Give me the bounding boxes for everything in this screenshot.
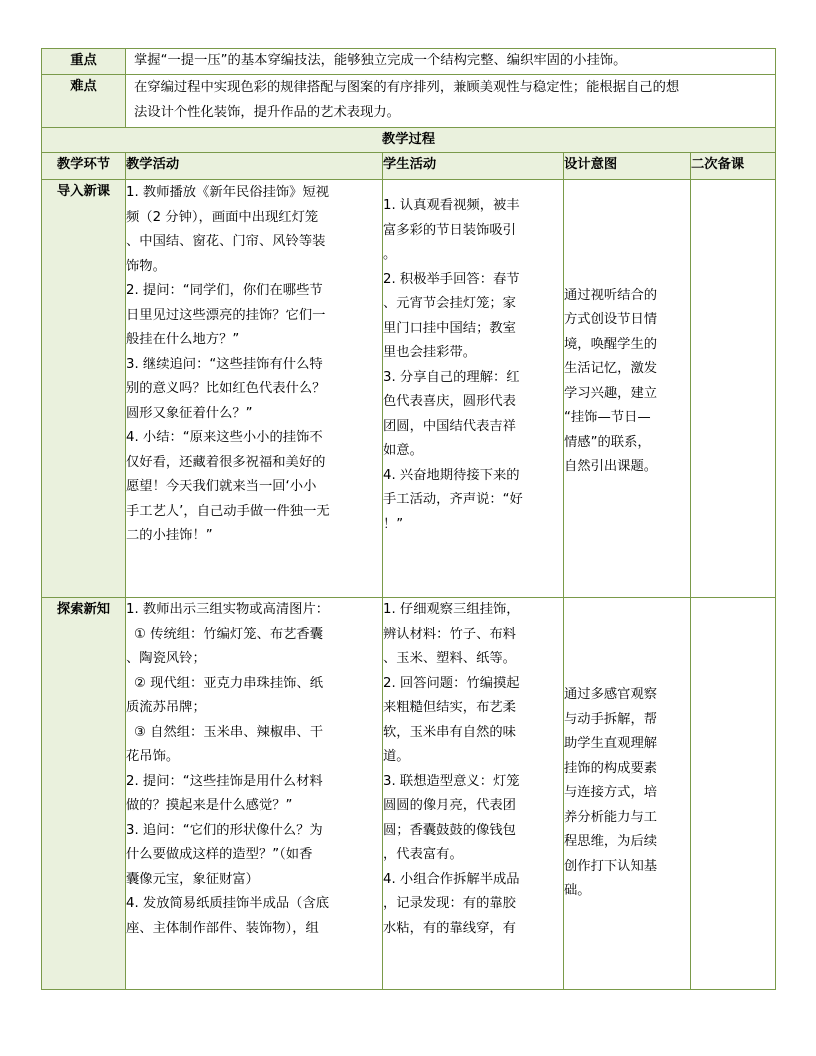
- intent-line: 助学生直观理解: [564, 736, 658, 752]
- revision-explore[interactable]: [691, 598, 776, 990]
- intent-line: 与连接方式，培: [564, 785, 658, 801]
- teacher-line: 3. 继续追问：“这些挂饰有什么特: [126, 356, 323, 372]
- col-header-teacher: 教学活动: [126, 153, 383, 180]
- student-line: 2. 积极举手回答：春节: [383, 271, 520, 287]
- intent-line: “挂饰—节日—: [564, 410, 651, 425]
- student-line: 里也会挂彩带。: [383, 345, 477, 360]
- student-line: 来粗糙但结实，布艺柔: [383, 700, 516, 715]
- intent-line: 情感”的联系，: [564, 434, 651, 450]
- intent-line: 创作打下认知基: [564, 858, 658, 874]
- student-line: 4. 小组合作拆解半成品: [383, 871, 520, 887]
- intent-line: 境，唤醒学生的: [564, 336, 658, 352]
- intent-line: 通过视听结合的: [564, 287, 658, 303]
- teacher-line: 4. 小结：“原来这些小小的挂饰不: [126, 430, 323, 445]
- design-intent-intro: [564, 180, 691, 598]
- student-line: 1. 认真观看视频，被丰: [383, 198, 520, 213]
- teacher-line: 1. 教师播放《新年民俗挂饰》短视: [126, 185, 330, 200]
- student-line: 如意。: [383, 443, 423, 458]
- teacher-line: 别的意义吗？比如红色代表什么？: [126, 381, 326, 396]
- student-line: 1. 仔细观察三组挂饰，: [383, 602, 520, 617]
- teacher-line: 饰物。: [126, 258, 166, 274]
- intent-line: 方式创设节日情: [564, 312, 658, 327]
- intent-line: 生活记忆，激发: [564, 361, 658, 376]
- student-line: 2. 回答问题：竹编摸起: [383, 675, 520, 691]
- col-header-intent: 设计意图: [564, 153, 691, 180]
- teacher-activity-intro: [126, 180, 383, 598]
- teacher-line: 手工艺人’，自己动手做一件独一无: [126, 503, 330, 519]
- intent-line: 自然引出课题。: [564, 459, 658, 474]
- col-header-stage: 教学环节: [42, 153, 126, 180]
- teacher-line: 什么要做成这样的造型？”（如香: [126, 847, 313, 862]
- student-line: 软，玉米串有自然的味: [383, 724, 516, 740]
- student-line: 3. 联想造型意义：灯笼: [383, 773, 520, 789]
- intent-line: 养分析能力与工: [564, 809, 658, 825]
- intent-line: 与动手拆解，帮: [564, 711, 658, 727]
- teacher-line: 3. 追问：“它们的形状像什么？为: [126, 822, 323, 838]
- student-activity-explore: [383, 598, 564, 990]
- difficulty-line: 在穿编过程中实现色彩的规律搭配与图案的有序排列，兼顾美观性与稳定性；能根据自己的想: [134, 80, 680, 95]
- student-line: 、元宵节会挂灯笼；家: [383, 296, 516, 311]
- teacher-line: 、陶瓷风铃；: [126, 651, 206, 666]
- teacher-line: ① 传统组：竹编灯笼、布艺香囊: [134, 626, 324, 642]
- intent-line: 程思维，为后续: [564, 834, 658, 850]
- teacher-line: 圆形又象征着什么？”: [126, 405, 253, 421]
- teacher-line: 仅好看，还藏着很多祝福和美好的: [126, 454, 326, 470]
- student-line: 、玉米、塑料、纸等。: [383, 651, 516, 666]
- intent-line: 础。: [564, 883, 591, 899]
- stage-intro: 导入新课: [42, 180, 126, 598]
- student-line: 圆圆的像月亮，代表团: [383, 798, 516, 813]
- teacher-line: 二的小挂饰！”: [126, 528, 213, 543]
- col-header-revision: 二次备课: [691, 153, 776, 180]
- teacher-line: ③ 自然组：玉米串、辣椒串、干: [134, 724, 324, 740]
- teacher-line: 4. 发放简易纸质挂饰半成品（含底: [126, 896, 330, 911]
- teacher-line: 座、主体制作部件、装饰物），组: [126, 920, 319, 936]
- teacher-line: 质流苏吊牌；: [126, 700, 206, 715]
- teacher-activity-explore: [126, 598, 383, 990]
- difficulty-line: 法设计个性化装饰，提升作品的艺术表现力。: [134, 104, 400, 120]
- teacher-line: 做的？摸起来是什么感觉？”: [126, 798, 293, 813]
- focus-text: 掌握“一提一压”的基本穿编技法，能够独立完成一个结构完整、编织牢固的小挂饰。: [126, 49, 776, 75]
- teacher-line: 般挂在什么地方？”: [126, 332, 240, 347]
- student-line: 水粘，有的靠线穿，有: [383, 920, 516, 936]
- student-line: ，记录发现：有的靠胶: [383, 896, 516, 911]
- student-line: 3. 分享自己的理解：红: [383, 369, 520, 385]
- student-activity-intro: [383, 180, 564, 598]
- difficulty-text: [126, 74, 776, 127]
- student-line: 团圆，中国结代表吉祥: [383, 418, 516, 434]
- teacher-line: 囊像元宝，象征财富）: [126, 871, 259, 887]
- teacher-line: 2. 提问：“这些挂饰是用什么材料: [126, 773, 323, 789]
- intent-line: 学习兴趣，建立: [564, 385, 658, 401]
- revision-intro[interactable]: [691, 180, 776, 598]
- col-header-student: 学生活动: [383, 153, 564, 180]
- student-line: 4. 兴奋地期待接下来的: [383, 467, 520, 483]
- teacher-line: 花吊饰。: [126, 749, 180, 764]
- student-line: 色代表喜庆，圆形代表: [383, 394, 516, 409]
- focus-label: 重点: [42, 49, 126, 75]
- student-line: 手工活动，齐声说：“好: [383, 492, 523, 507]
- teacher-line: 频（2 分钟），画面中出现红灯笼: [126, 209, 319, 225]
- student-line: 道。: [383, 749, 410, 764]
- difficulty-label: 难点: [42, 74, 126, 127]
- student-line: 圆；香囊鼓鼓的像钱包: [383, 822, 516, 838]
- lesson-plan-table: [41, 48, 776, 990]
- teacher-line: 、中国结、窗花、门帘、风铃等装: [126, 234, 326, 249]
- teacher-line: 愿望！今天我们就来当一回‘小小: [126, 479, 317, 494]
- stage-explore: 探索新知: [42, 598, 126, 990]
- student-line: 辨认材料：竹子、布料: [383, 626, 516, 642]
- design-intent-explore: [564, 598, 691, 990]
- student-line: 里门口挂中国结；教室: [383, 320, 516, 336]
- teacher-line: 日里见过这些漂亮的挂饰？它们一: [126, 307, 326, 323]
- process-title: 教学过程: [42, 127, 776, 153]
- student-line: ！”: [383, 516, 404, 532]
- intent-line: 通过多感官观察: [564, 687, 658, 703]
- student-line: ，代表富有。: [383, 847, 463, 862]
- teacher-line: 2. 提问：“同学们，你们在哪些节: [126, 283, 323, 298]
- student-line: 富多彩的节日装饰吸引: [383, 222, 516, 238]
- teacher-line: ② 现代组：亚克力串珠挂饰、纸: [134, 675, 324, 691]
- student-line: 。: [383, 247, 397, 262]
- teacher-line: 1. 教师出示三组实物或高清图片：: [126, 602, 330, 617]
- intent-line: 挂饰的构成要素: [564, 760, 658, 776]
